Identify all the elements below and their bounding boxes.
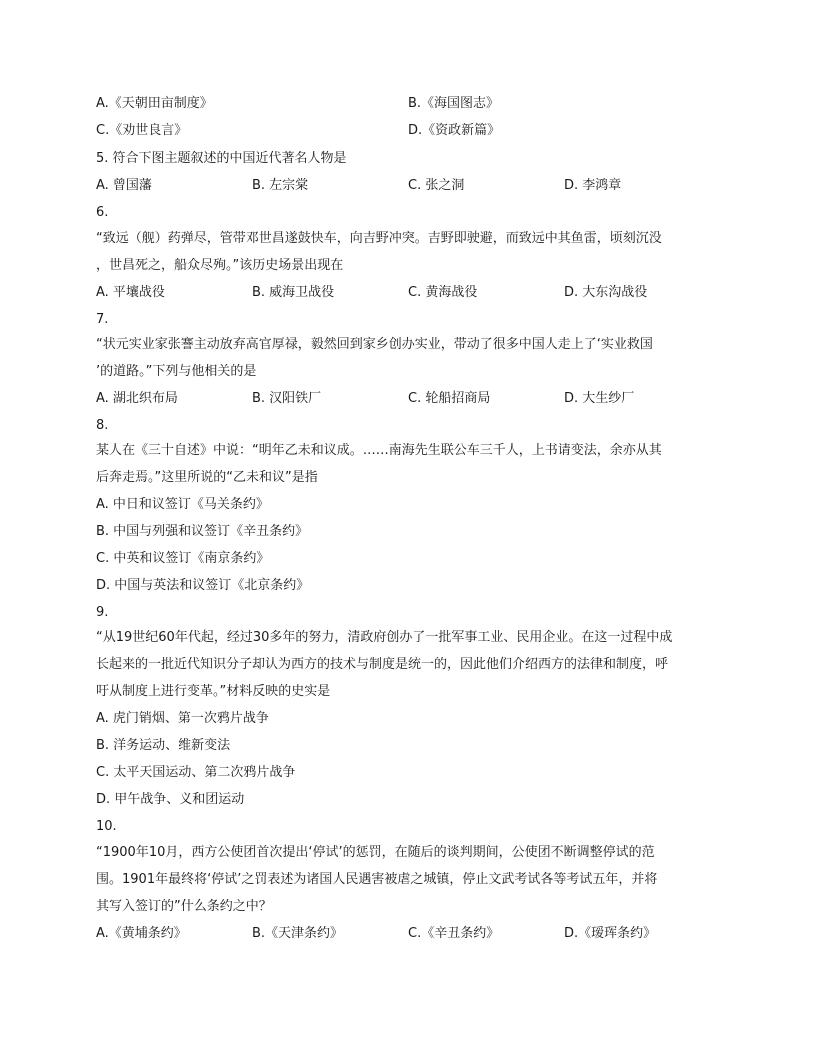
q10-option-d: D.《瑷珲条约》 [564,926,657,941]
q9-stem-line3: 吁从制度上进行变革。”材料反映的史实是 [96,684,331,699]
q9-option-d: D. 甲午战争、义和团运动 [96,792,245,807]
q4-option-a: A.《天朝田亩制度》 [96,96,213,111]
q4-option-d: D.《资政新篇》 [408,123,501,138]
q8-number: 8. [96,418,109,433]
q7-number: 7. [96,312,109,327]
q10-stem-line1: “1900年10月，西方公使团首次提出‘停试’的惩罚，在随后的谈判期间，公使团不断调整停试的范 [96,845,655,860]
q8-stem-line1: 某人在《三十自述》中说：“明年乙未和议成。……南海先生联公车三千人，上书请变法，余亦从其 [96,443,662,458]
q6-number: 6. [96,205,109,220]
q5-stem: 5. 符合下图主题叙述的中国近代著名人物是 [96,151,347,166]
q9-stem-line2: 长起来的一批近代知识分子却认为西方的技术与制度是统一的，因此他们介绍西方的法律和制度，呼 [96,657,669,672]
q4-option-b: B.《海国图志》 [408,96,500,111]
q5-option-a: A. 曾国藩 [96,178,152,193]
q9-option-a: A. 虎门销烟、第一次鸦片战争 [96,711,269,726]
q9-option-b: B. 洋务运动、维新变法 [96,738,231,753]
q6-option-a: A. 平壤战役 [96,285,165,300]
q10-option-b: B.《天津条约》 [252,926,344,941]
q7-option-d: D. 大生纱厂 [564,391,635,406]
q4-options-row1 [96,95,726,113]
q7-stem-line1: “状元实业家张謇主动放弃高官厚禄，毅然回到家乡创办实业，带动了很多中国人走上了‘实业救国 [96,337,653,352]
q5-option-b: B. 左宗棠 [252,178,309,193]
q10-option-c: C.《辛丑条约》 [408,926,500,941]
q7-option-c: C. 轮船招商局 [408,391,491,406]
q10-option-a: A.《黄埔条约》 [96,926,187,941]
q9-stem-line1: “从19世纪60年代起，经过30多年的努力，清政府创办了一批军事工业、民用企业。在这一过程中成 [96,630,673,645]
q5-option-d: D. 李鸿章 [564,178,622,193]
q8-option-b: B. 中国与列强和议签订《辛丑条约》 [96,524,309,539]
q7-stem-line2: ’的道路。”下列与他相关的是 [96,364,257,379]
q9-number: 9. [96,605,109,620]
q5-option-c: C. 张之洞 [408,178,465,193]
q8-option-a: A. 中日和议签订《马关条约》 [96,497,269,512]
q4-option-c: C.《劝世良言》 [96,123,188,138]
q7-options [96,390,726,408]
q8-option-d: D. 中国与英法和议签订《北京条约》 [96,578,310,593]
q8-option-c: C. 中英和议签订《南京条约》 [96,551,270,566]
q10-number: 10. [96,819,117,834]
q5-options [96,177,726,195]
q9-option-c: C. 太平天国运动、第二次鸦片战争 [96,765,296,780]
q6-stem-line2: ，世昌死之，船众尽殉。”该历史场景出现在 [96,258,344,273]
q7-option-b: B. 汉阳铁厂 [252,391,322,406]
q7-option-a: A. 湖北织布局 [96,391,178,406]
q8-stem-line2: 后奔走焉。”这里所说的“乙未和议”是指 [96,470,318,485]
q10-options [96,925,726,943]
q6-option-d: D. 大东沟战役 [564,285,648,300]
q6-option-b: B. 威海卫战役 [252,285,335,300]
q6-stem-line1: “致远（舰）药弹尽，管带邓世昌遂鼓快车，向吉野冲突。吉野即驶避，而致远中其鱼雷，顷刻沉没 [96,231,662,246]
q10-stem-line2: 围。1901年最终将‘停试’之罚表述为诸国人民遇害被虐之城镇，停止文武考试各等考试五年，并将 [96,872,658,887]
q6-options [96,284,726,302]
q10-stem-line3: 其写入签订的”什么条约之中？ [96,899,272,914]
q4-options-row2 [96,122,726,140]
q6-option-c: C. 黄海战役 [408,285,478,300]
